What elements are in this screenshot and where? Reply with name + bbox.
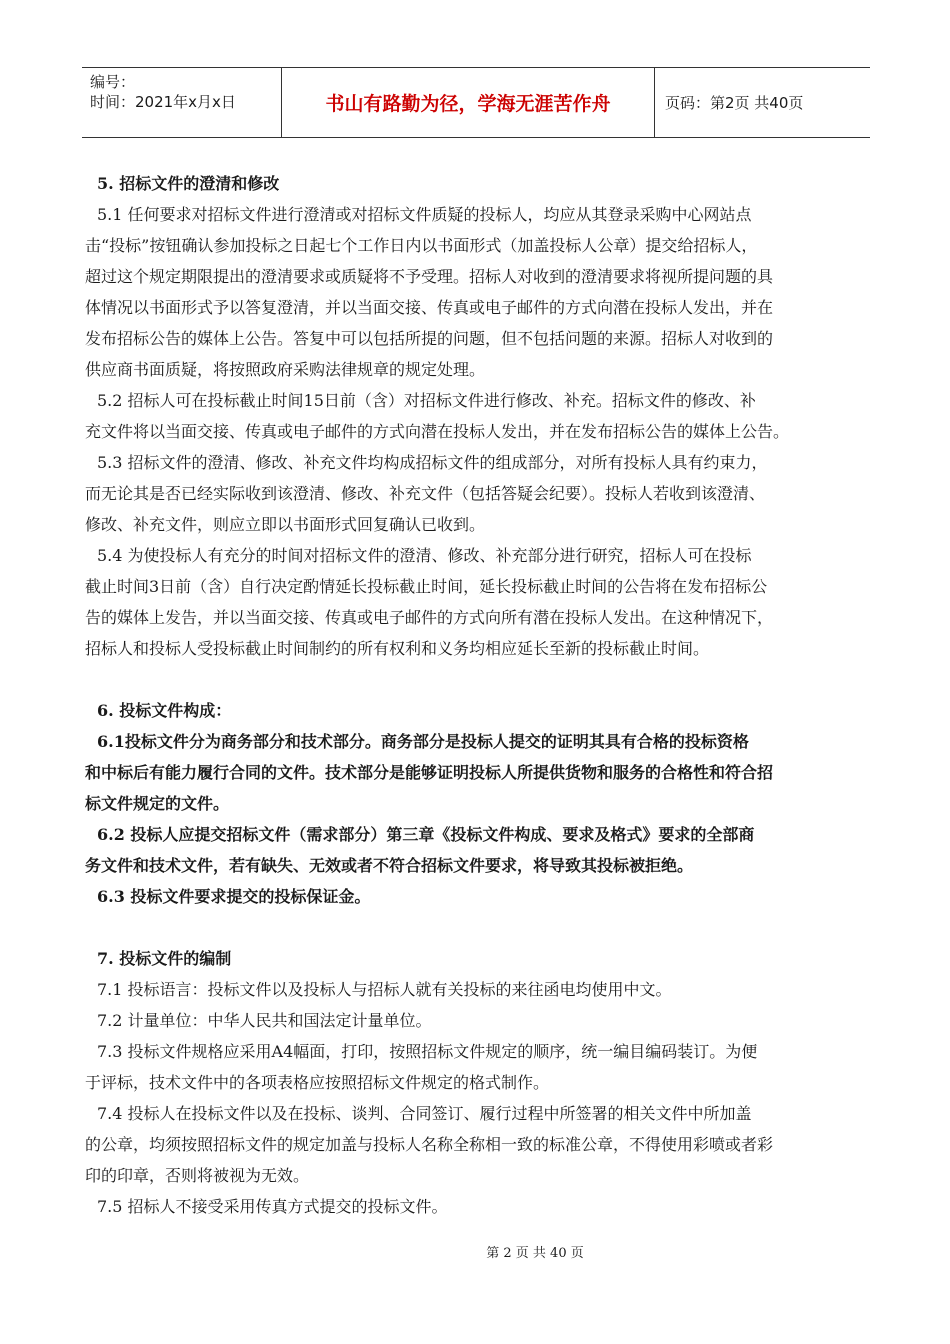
- paragraph-line: 和中标后有能力履行合同的文件。技术部分是能够证明投标人所提供货物和服务的合格性和符合招: [85, 763, 774, 782]
- header-meta: [82, 68, 282, 137]
- paragraph-line: 供应商书面质疑，将按照政府采购法律规章的规定处理。: [85, 360, 486, 379]
- section-heading: 5. 招标文件的澄清和修改: [97, 174, 280, 193]
- spacer: [85, 664, 890, 695]
- header-motto: 书山有路勤为径，学海无涯苦作舟: [282, 68, 655, 137]
- paragraph-line: 充文件将以当面交接、传真或电子邮件的方式向潜在投标人发出，并在发布招标公告的媒体上公告。: [85, 422, 790, 441]
- paragraph-line: 体情况以书面形式予以答复澄清，并以当面交接、传真或电子邮件的方式向潜在投标人发出，并在: [85, 298, 774, 317]
- paragraph-line: 超过这个规定期限提出的澄清要求或质疑将不予受理。招标人对收到的澄清要求将视所提问题的具: [85, 267, 774, 286]
- section-heading: 7. 投标文件的编制: [97, 949, 232, 968]
- paragraph-line: 标文件规定的文件。: [85, 794, 230, 813]
- footer-page-number: 第 2 页 共 40 页: [486, 1246, 584, 1261]
- paragraph-line: 而无论其是否已经实际收到该澄清、修改、补充文件（包括答疑会纪要）。投标人若收到该澄清、: [85, 484, 766, 503]
- paragraph-line: 于评标，技术文件中的各项表格应按照招标文件规定的格式制作。: [85, 1073, 550, 1092]
- paragraph-line: 5.1 任何要求对招标文件进行澄清或对招标文件质疑的投标人，均应从其登录采购中心网站点: [97, 205, 752, 224]
- page-footer: [0, 1242, 950, 1261]
- paragraph-line: 7.4 投标人在投标文件以及在投标、谈判、合同签订、履行过程中所签署的相关文件中所加盖: [97, 1104, 752, 1123]
- paragraph-line: 招标人和投标人受投标截止时间制约的所有权利和义务均相应延长至新的投标截止时间。: [85, 639, 710, 658]
- document-body: [85, 168, 890, 1222]
- paragraph-line: 告的媒体上发告，并以当面交接、传真或电子邮件的方式向所有潜在投标人发出。在这种情况下，: [85, 608, 774, 627]
- paragraph-line: 击“投标”按钮确认参加投标之日起七个工作日内以书面形式（加盖投标人公章）提交给招标人，: [85, 236, 758, 255]
- time-label: 时间：2021年x月x日: [90, 93, 236, 111]
- paragraph-line: 7.5 招标人不接受采用传真方式提交的投标文件。: [97, 1197, 448, 1216]
- paragraph-line: 的公章，均须按照招标文件的规定加盖与投标人名称全称相一致的标准公章，不得使用彩喷或者彩: [85, 1135, 774, 1154]
- paragraph-line: 5.4 为使投标人有充分的时间对招标文件的澄清、修改、补充部分进行研究，招标人可在投标: [97, 546, 752, 565]
- number-label: 编号：: [90, 73, 136, 91]
- spacer: [85, 912, 890, 943]
- paragraph-line: 5.2 招标人可在投标截止时间15日前（含）对招标文件进行修改、补充。招标文件的修改、补: [97, 391, 756, 410]
- paragraph-line: 7.3 投标文件规格应采用A4幅面，打印，按照招标文件规定的顺序，统一编目编码装订。为便: [97, 1042, 758, 1061]
- paragraph-line: 修改、补充文件，则应立即以书面形式回复确认已收到。: [85, 515, 486, 534]
- header-page-info: 页码：第2页 共40页: [665, 94, 804, 112]
- paragraph-line: 5.3 招标文件的澄清、修改、补充文件均构成招标文件的组成部分，对所有投标人具有约束力，: [97, 453, 768, 472]
- page-header: [82, 67, 870, 138]
- paragraph-line: 发布招标公告的媒体上公告。答复中可以包括所提的问题，但不包括问题的来源。招标人对收到的: [85, 329, 774, 348]
- paragraph-line: 截止时间3日前（含）自行决定酌情延长投标截止时间，延长投标截止时间的公告将在发布招标公: [85, 577, 768, 596]
- paragraph-line: 6.2 投标人应提交招标文件（需求部分）第三章《投标文件构成、要求及格式》要求的全部商: [97, 825, 755, 844]
- paragraph-line: 7.1 投标语言：投标文件以及投标人与招标人就有关投标的来往函电均使用中文。: [97, 980, 672, 999]
- paragraph-line: 6.3 投标文件要求提交的投标保证金。: [97, 887, 371, 906]
- paragraph-line: 6.1投标文件分为商务部分和技术部分。商务部分是投标人提交的证明其具有合格的投标资格: [97, 732, 749, 751]
- paragraph-line: 务文件和技术文件，若有缺失、无效或者不符合招标文件要求，将导致其投标被拒绝。: [85, 856, 694, 875]
- paragraph-line: 印的印章，否则将被视为无效。: [85, 1166, 310, 1185]
- paragraph-line: 7.2 计量单位：中华人民共和国法定计量单位。: [97, 1011, 432, 1030]
- section-heading: 6. 投标文件构成：: [97, 701, 232, 720]
